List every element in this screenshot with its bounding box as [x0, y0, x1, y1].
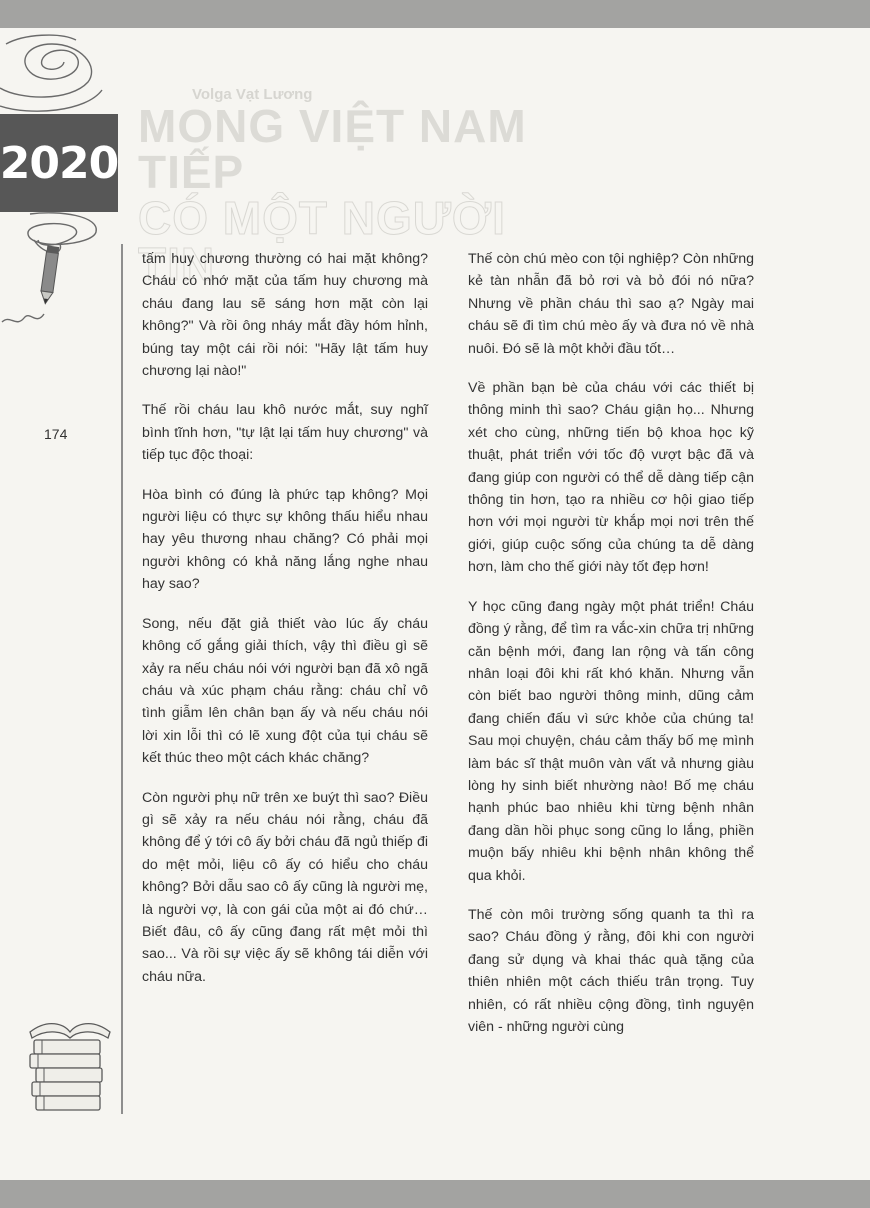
book-stack-icon — [20, 1010, 120, 1120]
left-column — [142, 248, 428, 1005]
paragraph: Thế còn chú mèo con tội nghiệp? Còn những kẻ tàn nhẫn đã bỏ rơi và bỏ đói nó nữa? Nhưng về phần cháu thì sao ạ? Ngày mai cháu sẽ đi tìm chú mèo ấy và đưa nó về nhà nuôi. Đó sẽ là một khởi đầu tốt… — [468, 251, 754, 357]
ghost-title-line-1: MONG VIỆT NAM TIẾP — [138, 100, 527, 198]
page-number: 174 — [44, 426, 68, 442]
paragraph: Về phần bạn bè của cháu với các thiết bị thông minh thì sao? Cháu giận họ... Nhưng xét cho cùng, những tiến bộ khoa học kỹ thuật, phát triển với tốc độ vượt bậc đã và đang giúp con người có thể dễ dàng tiếp cận thông tin hơn, tạo ra nhiều cơ hội giao tiếp hơn với mọi người từ khắp mọi nơi trên thế giới, giúp cuộc sống của chúng ta dễ dàng hơn, làm cho thế giới này tốt đẹp hơn! — [468, 380, 754, 576]
scan-bottom-border — [0, 1180, 870, 1208]
year-label: 2020 — [0, 114, 118, 212]
paragraph: Y học cũng đang ngày một phát triển! Cháu đồng ý rằng, để tìm ra vắc-xin chữa trị những căn bệnh mới, đang lan rộng và tấn công nhân loại đôi khi rất khó khăn. Nhưng vẫn còn biết bao người thông minh, dũng cảm đang chiến đấu vì sức khỏe của chúng ta! Sau mọi chuyện, cháu cảm thấy bố mẹ mình làm bác sĩ thật muôn vàn vất vả nhưng giàu lòng hy sinh biết nhường nào! Bố mẹ cháu hạnh phúc bao nhiêu khi từng bệnh nhân đang dần hồi phục song cũng lo lắng, phiền muộn bấy nhiêu khi bệnh nhân không thể qua khỏi. — [468, 598, 754, 884]
right-column — [468, 248, 754, 1055]
paragraph: Thế còn môi trường sống quanh ta thì ra sao? Cháu đồng ý rằng, đôi khi con người đang sử dụng và khai thác quà tặng của thiên nhiên một cách thiếu trân trọng. Tuy nhiên, có rất nhiều cộng đồng, tình nguyện viên - những người cùng — [468, 906, 754, 1035]
scan-top-border — [0, 0, 870, 28]
margin-rule — [121, 244, 123, 1114]
spiral-scribble-icon — [0, 30, 110, 120]
ghost-title-line-2: CÓ MỘT NGƯỜI TIN — [138, 192, 506, 290]
ghost-author: Volga Vạt Lương — [192, 86, 313, 103]
paragraph: Song, nếu đặt giả thiết vào lúc ấy cháu không cố gắng giải thích, vậy thì điều gì sẽ xảy ra nếu cháu nói với người bạn đã xô ngã cháu và xúc phạm cháu rằng: cháu chỉ vô tình giẫm lên chân bạn ấy và nếu cháu nói lời xin lỗi thì có lẽ xung đột của tụi cháu sẽ kết thúc theo một cách khác chăng? — [142, 615, 428, 767]
paragraph: Hòa bình có đúng là phức tạp không? Mọi người liệu có thực sự không thấu hiểu nhau hay yêu thương nhau chăng? Có phải mọi người không có khả năng lắng nghe nhau hay sao? — [142, 486, 428, 593]
paragraph: Thế rồi cháu lau khô nước mắt, suy nghĩ bình tĩnh hơn, "tự lật lại tấm huy chương" và tiếp tục độc thoại: — [142, 402, 428, 464]
paragraph: tấm huy chương thường có hai mặt không? Cháu có nhớ mặt của tấm huy chương mà cháu đang lau sẽ sáng hơn mặt còn lại không?" Và rồi ông nháy mắt đầy hóm hỉnh, búng tay một cái rồi nói: "Hãy lật tấm huy chương lại nào!" — [142, 251, 428, 380]
paragraph: Còn người phụ nữ trên xe buýt thì sao? Điều gì sẽ xảy ra nếu cháu nói rằng, cháu đã không để ý tới cô ấy bởi cháu đã ngủ thiếp đi do mệt mỏi, liệu cô ấy có hiểu cho cháu không? Bởi dẫu sao cô ấy cũng là người mẹ, là người vợ, là con gái của một ai đó chứ… Biết đâu, cô ấy cũng đang rất mệt mỏi thì sao... Và rồi sự việc ấy sẽ không tái diễn với cháu nữa. — [142, 789, 428, 985]
pencil-icon — [0, 210, 120, 330]
